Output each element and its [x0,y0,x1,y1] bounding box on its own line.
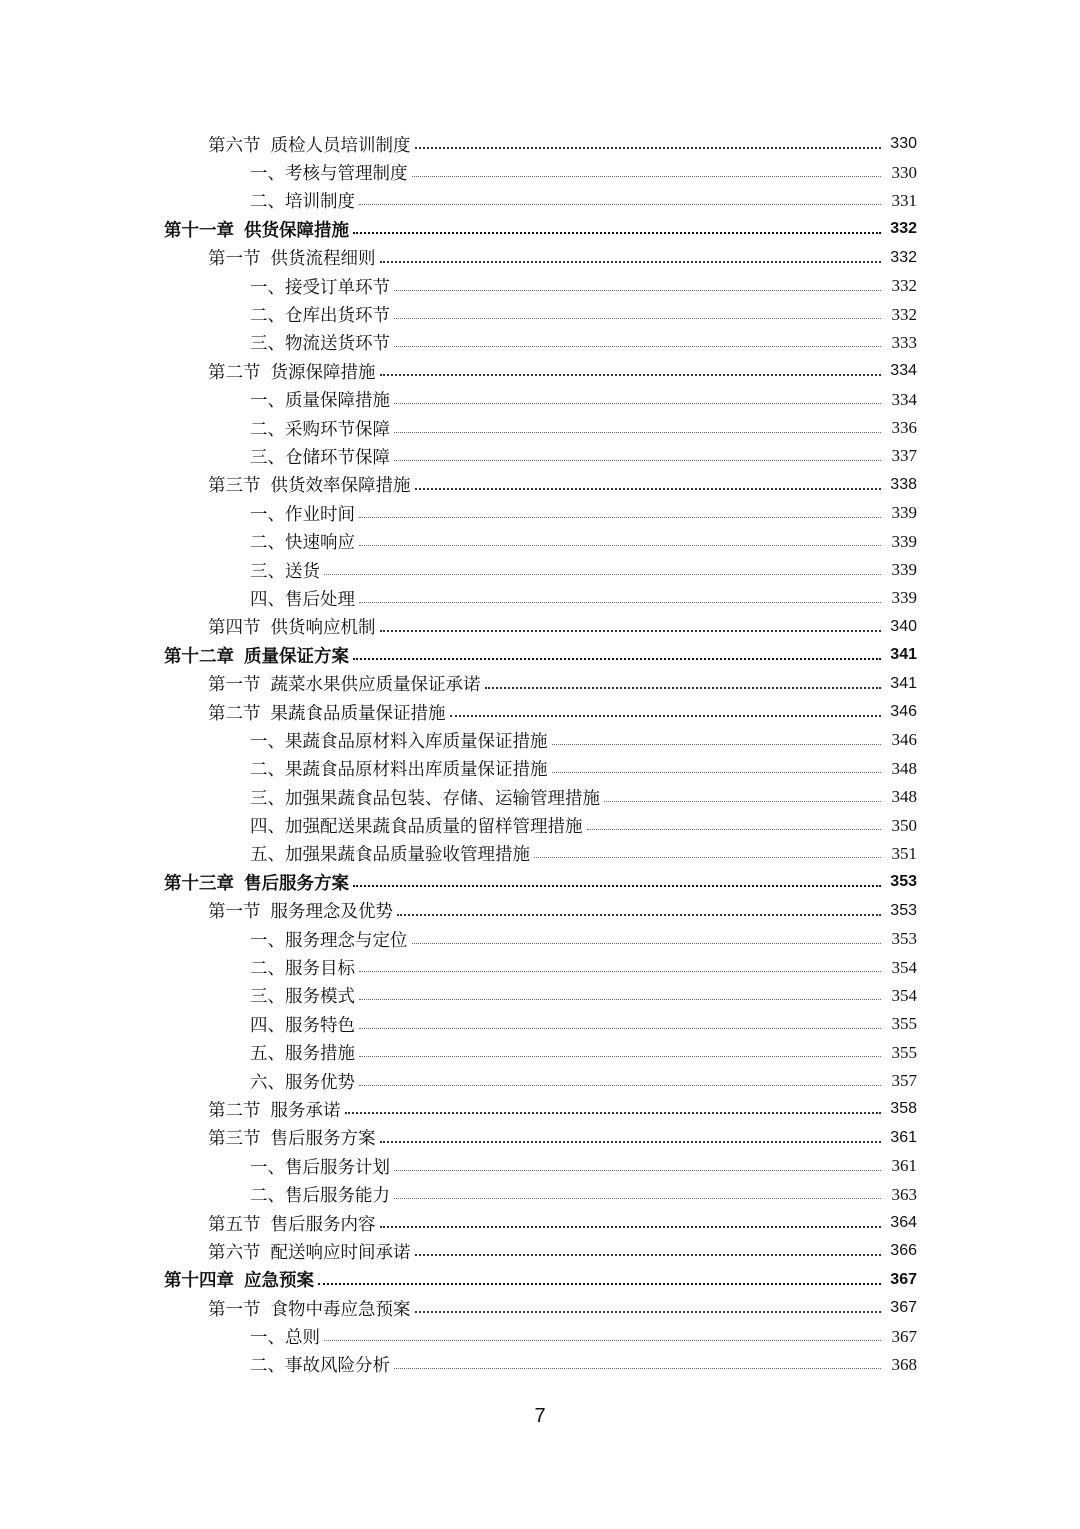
toc-entry-page: 331 [891,190,917,210]
toc-entry-page: 339 [891,503,917,523]
toc-entry-number: 一、 [250,1328,285,1349]
toc-entry-label [250,927,408,952]
table-of-contents [0,130,1080,1379]
dot-leader [412,176,882,177]
toc-entry-label [208,1239,411,1264]
page-number: 7 [534,1405,546,1427]
toc-entry-label [250,586,355,611]
toc-entry-label [250,274,390,299]
toc-entry-number: 第一节 [208,675,261,696]
toc-entry-label [250,983,355,1008]
toc-entry-label [250,1154,390,1179]
toc-section-entry [0,1124,1080,1152]
toc-section-entry [0,1294,1080,1322]
dot-leader [380,374,882,376]
toc-subsection-entry [0,272,1080,300]
dot-leader [394,1198,881,1199]
toc-entry-page: 330 [891,162,917,182]
toc-entry-label [208,245,376,270]
toc-subsection-entry [0,414,1080,442]
toc-entry-number: 二、 [250,1186,285,1207]
dot-leader [394,318,881,319]
dot-leader [380,630,882,632]
toc-section-entry [0,471,1080,499]
dot-leader [380,1226,882,1228]
dot-leader [552,772,882,773]
toc-entry-title: 售后服务计划 [285,1157,390,1178]
toc-entry-label [208,898,393,923]
toc-entry-number: 三、 [250,334,285,355]
toc-entry-label [250,728,548,753]
toc-entry-title: 作业时间 [285,504,355,525]
dot-leader [415,488,882,490]
toc-entry-title: 采购环节保障 [285,419,390,440]
toc-entry-page: 340 [890,617,917,635]
toc-entry-title: 供货响应机制 [270,618,376,639]
toc-entry-number: 第一节 [208,249,261,270]
toc-entry-page: 339 [891,588,917,608]
dot-leader [552,744,882,745]
toc-entry-title: 质检人员培训制度 [270,135,411,156]
dot-leader [353,885,881,887]
toc-entry-title: 果蔬食品原材料入库质量保证措施 [285,731,548,752]
toc-subsection-entry [0,386,1080,414]
toc-entry-number: 三、 [250,788,285,809]
toc-subsection-entry [0,300,1080,328]
toc-entry-number: 二、 [250,192,285,213]
toc-entry-number: 第三节 [208,1129,261,1150]
toc-entry-number: 第一节 [208,902,261,923]
toc-entry-title: 服务优势 [285,1072,355,1093]
dot-leader [397,914,881,916]
toc-entry-title: 售后服务方案 [270,1129,376,1150]
toc-entry-page: 334 [890,362,917,380]
toc-entry-number: 一、 [250,731,285,752]
toc-entry-title: 仓库出货环节 [285,306,390,327]
dot-leader [394,403,881,404]
toc-entry-title: 服务承诺 [270,1100,341,1121]
toc-section-entry [0,669,1080,697]
toc-entry-label [250,529,355,554]
toc-entry-label [250,1040,355,1065]
dot-leader [394,290,881,291]
dot-leader [359,204,881,205]
toc-entry-page: 363 [891,1184,917,1204]
toc-entry-label [208,700,446,725]
toc-entry-title: 售后服务方案 [244,873,349,894]
toc-entry-title: 考核与管理制度 [285,164,408,185]
dot-leader [324,1340,881,1341]
toc-entry-number: 第六节 [208,135,261,156]
toc-entry-label [250,1012,355,1037]
toc-entry-title: 服务目标 [285,959,355,980]
toc-entry-number: 三、 [250,447,285,468]
toc-subsection-entry [0,556,1080,584]
toc-entry-page: 361 [891,1156,917,1176]
toc-entry-page: 332 [891,304,917,324]
dot-leader [353,658,881,660]
toc-subsection-entry [0,953,1080,981]
toc-entry-label [250,444,390,469]
toc-entry-page: 366 [890,1242,917,1260]
toc-subsection-entry [0,442,1080,470]
toc-entry-label [250,501,355,526]
toc-entry-title: 服务理念与定位 [285,930,408,951]
dot-leader [359,1056,881,1057]
toc-subsection-entry [0,187,1080,215]
toc-entry-page: 353 [891,929,917,949]
dot-leader [353,232,881,234]
toc-entry-label [250,1352,390,1377]
toc-entry-title: 售后服务能力 [285,1186,390,1207]
toc-subsection-entry [0,1180,1080,1208]
dot-leader [318,1283,881,1285]
toc-entry-title: 蔬菜水果供应质量保证承诺 [270,675,481,696]
dot-leader [359,1085,881,1086]
toc-entry-number: 一、 [250,504,285,525]
toc-entry-title: 应急预案 [244,1271,314,1292]
toc-entry-label [250,1324,320,1349]
toc-entry-number: 一、 [250,164,285,185]
toc-entry-title: 快速响应 [285,533,355,554]
toc-entry-page: 337 [891,446,917,466]
toc-entry-number: 一、 [250,930,285,951]
toc-entry-number: 二、 [250,306,285,327]
dot-leader [324,574,881,575]
dot-leader [394,346,881,347]
toc-entry-page: 346 [891,730,917,750]
toc-entry-title: 果蔬食品原材料出库质量保证措施 [285,760,548,781]
toc-entry-title: 质量保证方案 [244,646,349,667]
toc-subsection-entry [0,1351,1080,1379]
toc-entry-label [208,1097,341,1122]
toc-section-entry [0,1209,1080,1237]
toc-entry-label [250,188,355,213]
dot-leader [412,943,882,944]
toc-entry-number: 三、 [250,561,285,582]
toc-entry-number: 二、 [250,760,285,781]
toc-entry-label [250,558,320,583]
toc-entry-page: 350 [891,815,917,835]
toc-subsection-entry [0,925,1080,953]
toc-entry-title: 果蔬食品质量保证措施 [270,703,446,724]
toc-section-entry [0,244,1080,272]
toc-entry-title: 售后服务内容 [270,1214,376,1235]
toc-entry-page: 367 [890,1270,917,1288]
dot-leader [394,1170,881,1171]
toc-entry-title: 质量保障措施 [285,391,390,412]
toc-entry-title: 供货流程细则 [270,249,376,270]
dot-leader [394,460,881,461]
toc-section-entry [0,698,1080,726]
toc-entry-label [250,841,530,866]
toc-entry-page: 339 [891,560,917,580]
toc-entry-label [208,1125,376,1150]
toc-entry-number: 四、 [250,589,285,610]
dot-leader [359,517,881,518]
toc-entry-title: 送货 [285,561,320,582]
toc-entry-number: 一、 [250,277,285,298]
toc-chapter-entry [0,215,1080,243]
toc-entry-label [208,359,376,384]
toc-subsection-entry [0,1322,1080,1350]
toc-entry-number: 第二节 [208,703,261,724]
toc-entry-page: 354 [891,985,917,1005]
toc-subsection-entry [0,584,1080,612]
toc-entry-label [164,217,349,242]
dot-leader [359,602,881,603]
dot-leader [604,801,881,802]
dot-leader [380,261,882,263]
toc-entry-number: 第二节 [208,362,261,383]
toc-entry-page: 348 [891,787,917,807]
toc-entry-title: 售后处理 [285,589,355,610]
toc-entry-page: 332 [891,276,917,296]
toc-subsection-entry [0,1067,1080,1095]
dot-leader [415,1254,882,1256]
toc-subsection-entry [0,1152,1080,1180]
toc-subsection-entry [0,755,1080,783]
toc-entry-title: 事故风险分析 [285,1356,390,1377]
dot-leader [450,715,882,717]
toc-section-entry [0,613,1080,641]
toc-subsection-entry [0,499,1080,527]
toc-entry-page: 341 [890,674,917,692]
toc-subsection-entry [0,783,1080,811]
toc-entry-title: 物流送货环节 [285,334,390,355]
toc-entry-number: 五、 [250,845,285,866]
toc-entry-label [250,813,583,838]
toc-entry-number: 五、 [250,1044,285,1065]
toc-entry-page: 368 [891,1354,917,1374]
dot-leader [359,971,881,972]
toc-subsection-entry [0,1039,1080,1067]
toc-entry-page: 354 [891,957,917,977]
toc-entry-label [208,671,481,696]
toc-entry-label [164,1267,314,1292]
dot-leader [359,1028,881,1029]
toc-entry-number: 一、 [250,1157,285,1178]
toc-entry-number: 第五节 [208,1214,261,1235]
toc-section-entry [0,357,1080,385]
dot-leader [485,687,882,689]
toc-entry-number: 第三节 [208,476,261,497]
toc-entry-label [250,1069,355,1094]
toc-entry-label [208,1211,376,1236]
toc-entry-number: 二、 [250,419,285,440]
toc-entry-page: 339 [891,531,917,551]
toc-entry-page: 364 [890,1214,917,1232]
toc-entry-page: 357 [891,1071,917,1091]
toc-subsection-entry [0,840,1080,868]
toc-entry-number: 三、 [250,987,285,1008]
toc-subsection-entry [0,982,1080,1010]
toc-entry-page: 348 [891,758,917,778]
toc-section-entry [0,130,1080,158]
toc-entry-title: 培训制度 [285,192,355,213]
toc-entry-title: 加强配送果蔬食品质量的留样管理措施 [285,817,583,838]
toc-entry-page: 351 [891,843,917,863]
toc-entry-label [250,756,548,781]
toc-entry-title: 食物中毒应急预案 [270,1299,411,1320]
toc-entry-number: 第一节 [208,1299,261,1320]
toc-entry-page: 367 [891,1326,917,1346]
toc-entry-page: 353 [890,873,917,891]
toc-entry-label [250,387,390,412]
toc-entry-label [250,955,355,980]
toc-entry-title: 货源保障措施 [270,362,376,383]
toc-entry-label [250,785,600,810]
toc-entry-page: 341 [890,646,917,664]
toc-entry-number: 六、 [250,1072,285,1093]
toc-entry-number: 一、 [250,391,285,412]
toc-entry-label [250,330,390,355]
toc-subsection-entry [0,329,1080,357]
toc-section-entry [0,1237,1080,1265]
toc-entry-label [164,870,349,895]
dot-leader [415,147,882,149]
dot-leader [394,432,881,433]
toc-entry-page: 355 [891,1014,917,1034]
toc-entry-number: 四、 [250,817,285,838]
toc-entry-title: 加强果蔬食品质量验收管理措施 [285,845,530,866]
toc-entry-title: 配送响应时间承诺 [270,1242,411,1263]
toc-chapter-entry [0,1266,1080,1294]
toc-entry-page: 361 [890,1128,917,1146]
toc-entry-page: 346 [890,703,917,720]
toc-entry-title: 加强果蔬食品包装、存储、运输管理措施 [285,788,600,809]
toc-entry-label [250,160,408,185]
toc-entry-number: 第二节 [208,1100,261,1121]
toc-entry-number: 第十二章 [164,646,234,667]
toc-entry-number: 二、 [250,1356,285,1377]
toc-entry-label [208,1296,411,1321]
toc-entry-number: 二、 [250,533,285,554]
dot-leader [359,999,881,1000]
toc-entry-label [208,472,411,497]
toc-entry-label [208,614,376,639]
toc-entry-page: 353 [890,901,917,919]
toc-subsection-entry [0,527,1080,555]
toc-entry-title: 服务理念及优势 [270,902,393,923]
toc-entry-page: 338 [890,475,917,493]
toc-subsection-entry [0,811,1080,839]
toc-chapter-entry [0,868,1080,896]
toc-entry-number: 第十三章 [164,873,234,894]
dot-leader [345,1112,882,1114]
dot-leader [394,1368,881,1369]
toc-entry-label [250,416,390,441]
toc-entry-title: 服务模式 [285,987,355,1008]
dot-leader [534,857,881,858]
toc-entry-label [208,132,411,157]
toc-subsection-entry [0,158,1080,186]
toc-entry-title: 服务特色 [285,1015,355,1036]
toc-entry-label [250,1182,390,1207]
toc-entry-number: 第四节 [208,618,261,639]
toc-entry-page: 330 [890,135,917,153]
toc-entry-number: 二、 [250,959,285,980]
dot-leader [380,1141,882,1143]
toc-entry-title: 供货效率保障措施 [270,476,411,497]
toc-entry-page: 336 [891,418,917,438]
dot-leader [587,829,882,830]
toc-entry-number: 第六节 [208,1242,261,1263]
toc-entry-page: 367 [890,1299,917,1317]
toc-entry-label [164,643,349,668]
toc-entry-title: 接受订单环节 [285,277,390,298]
toc-section-entry [0,1095,1080,1123]
dot-leader [415,1311,882,1313]
toc-section-entry [0,897,1080,925]
toc-subsection-entry [0,726,1080,754]
toc-entry-number: 四、 [250,1015,285,1036]
toc-entry-title: 总则 [285,1328,320,1349]
toc-entry-page: 332 [890,220,917,238]
toc-entry-page: 334 [891,389,917,409]
toc-entry-page: 355 [891,1042,917,1062]
toc-entry-page: 332 [890,248,917,266]
toc-entry-title: 供货保障措施 [244,220,349,241]
dot-leader [359,545,881,546]
toc-subsection-entry [0,1010,1080,1038]
toc-entry-page: 358 [890,1100,917,1118]
toc-entry-number: 第十一章 [164,220,234,241]
toc-entry-number: 第十四章 [164,1271,234,1292]
toc-entry-title: 仓储环节保障 [285,447,390,468]
toc-entry-label [250,302,390,327]
toc-chapter-entry [0,641,1080,669]
toc-entry-title: 服务措施 [285,1044,355,1065]
toc-entry-page: 333 [891,332,917,352]
